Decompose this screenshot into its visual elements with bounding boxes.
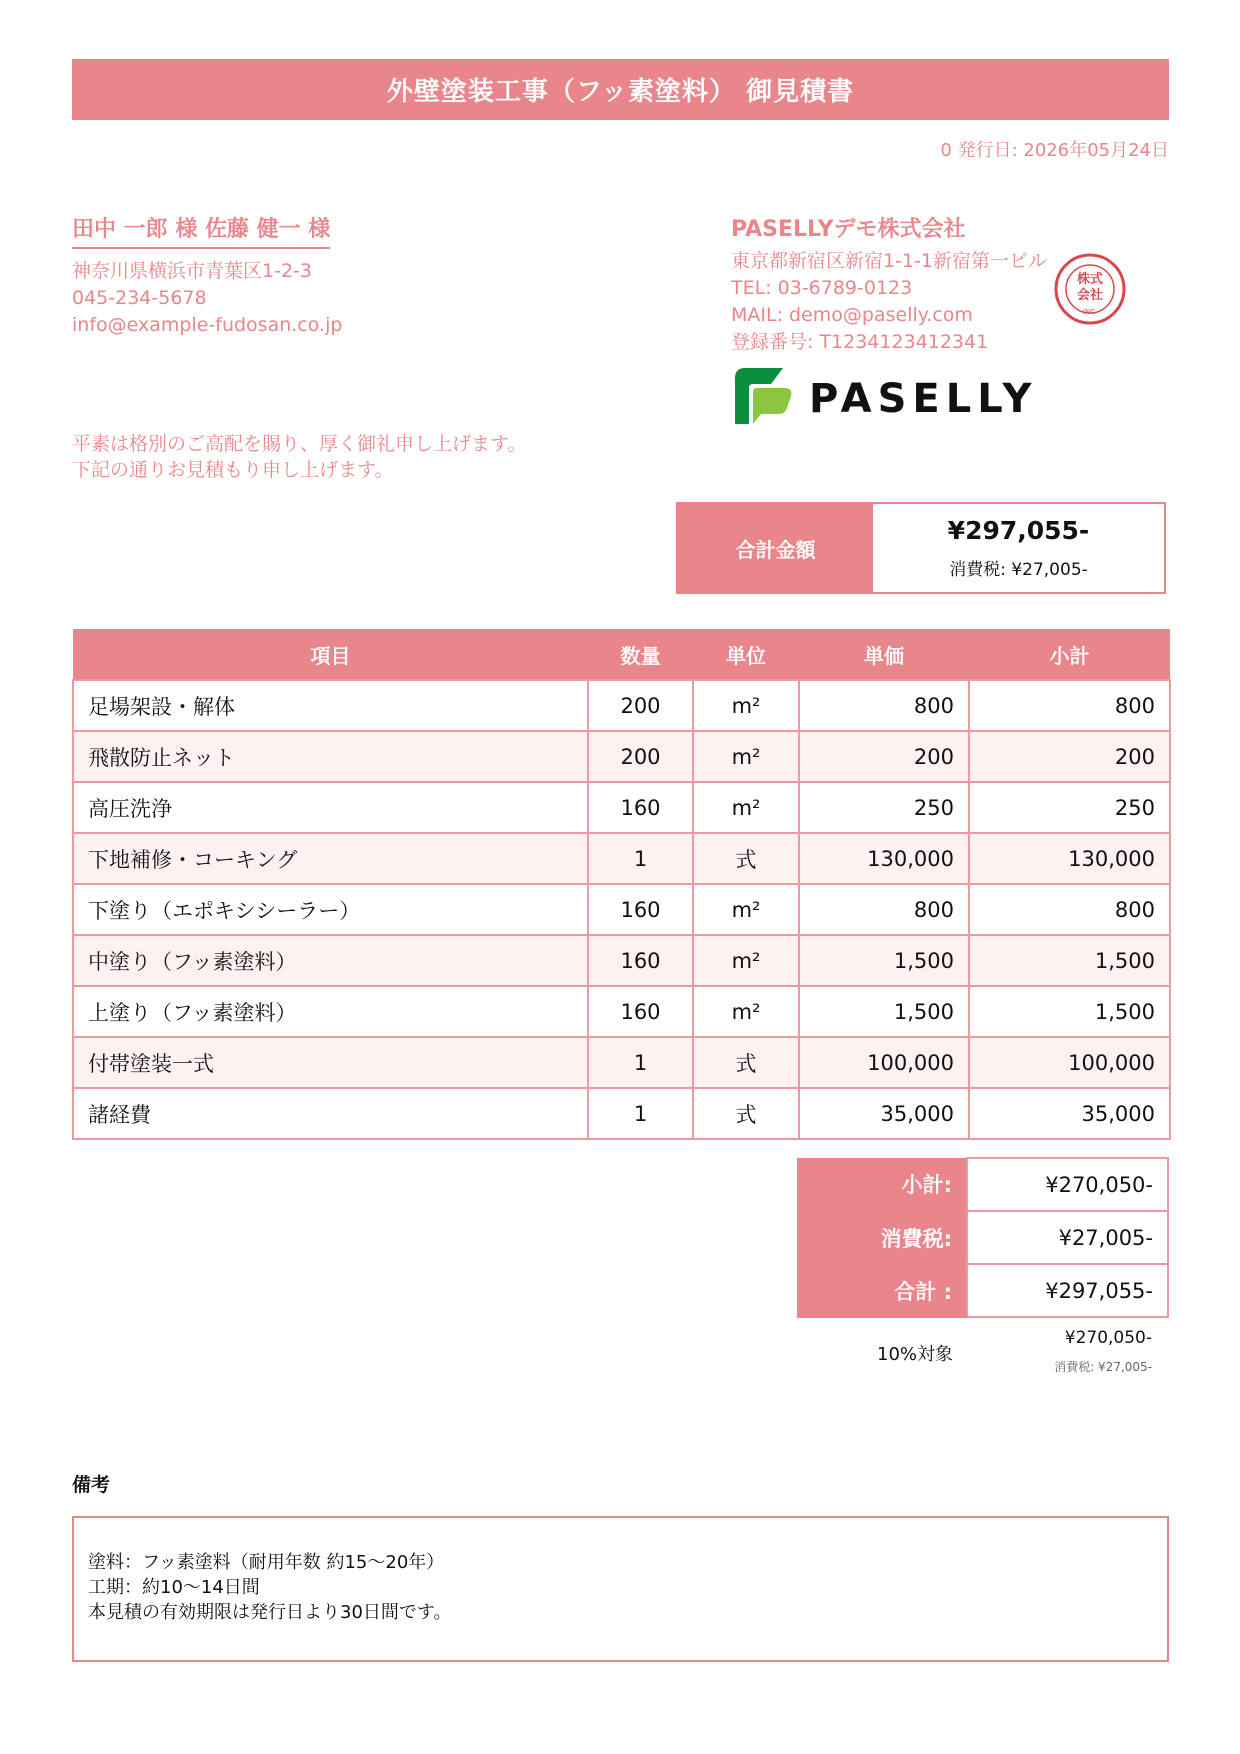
notes-heading: 備考 bbox=[72, 1474, 111, 1496]
company-tel: TEL: 03-6789-0123 bbox=[731, 277, 913, 299]
estimate-items-table bbox=[72, 629, 1171, 1140]
summary-subtotal-value: ¥270,050- bbox=[967, 1158, 1168, 1211]
row-subtotal: 800 bbox=[969, 680, 1170, 731]
row-price: 800 bbox=[799, 884, 969, 935]
row-unit: m² bbox=[693, 782, 799, 833]
row-item: 下地補修・コーキング bbox=[73, 833, 588, 884]
client-address: 神奈川県横浜市青葉区1-2-3 bbox=[72, 260, 312, 282]
table-row bbox=[73, 731, 1170, 782]
row-item: 上塗り（フッ素塗料） bbox=[73, 986, 588, 1037]
svg-text:会社: 会社 bbox=[1076, 288, 1104, 303]
row-subtotal: 35,000 bbox=[969, 1088, 1170, 1139]
row-item: 諸経費 bbox=[73, 1088, 588, 1139]
svg-text:INC.: INC. bbox=[1082, 308, 1098, 316]
greeting-line-2: 下記の通りお見積もり申し上げます。 bbox=[72, 459, 394, 481]
row-qty: 160 bbox=[588, 782, 693, 833]
row-subtotal: 200 bbox=[969, 731, 1170, 782]
row-item: 中塗り（フッ素塗料） bbox=[73, 935, 588, 986]
row-qty: 200 bbox=[588, 731, 693, 782]
row-unit: m² bbox=[693, 680, 799, 731]
paselly-logo-icon bbox=[731, 362, 1061, 432]
row-subtotal: 100,000 bbox=[969, 1037, 1170, 1088]
tax-base-amount: ¥270,050- bbox=[1064, 1328, 1152, 1348]
table-header-row bbox=[73, 629, 1170, 680]
row-item: 下塗り（エポキシシーラー） bbox=[73, 884, 588, 935]
header-subtotal: 小計 bbox=[969, 629, 1170, 680]
svg-text:株式: 株式 bbox=[1076, 272, 1104, 287]
summary-total-row bbox=[797, 1264, 1168, 1317]
summary-total-label: 合計 : bbox=[797, 1264, 967, 1317]
table-row bbox=[73, 782, 1170, 833]
row-qty: 1 bbox=[588, 1037, 693, 1088]
table-row bbox=[73, 1037, 1170, 1088]
summary-tax-row bbox=[797, 1211, 1168, 1264]
row-item: 高圧洗浄 bbox=[73, 782, 588, 833]
client-tel: 045-234-5678 bbox=[72, 287, 207, 309]
total-amount-value: ¥297,055- bbox=[947, 516, 1090, 545]
row-subtotal: 130,000 bbox=[969, 833, 1170, 884]
row-price: 1,500 bbox=[799, 935, 969, 986]
total-amount-tax: 消費税: ¥27,005- bbox=[949, 560, 1088, 580]
row-qty: 160 bbox=[588, 986, 693, 1037]
tax-rate-target: 10%対象 bbox=[877, 1344, 954, 1365]
note-line: 工期：約10〜14日間 bbox=[88, 1577, 260, 1598]
table-row bbox=[73, 833, 1170, 884]
row-qty: 1 bbox=[588, 1088, 693, 1139]
summary-total-value: ¥297,055- bbox=[967, 1264, 1168, 1317]
row-subtotal: 1,500 bbox=[969, 986, 1170, 1037]
header-unit: 単位 bbox=[693, 629, 799, 680]
row-unit: 式 bbox=[693, 1037, 799, 1088]
tax-breakdown-tax: 消費税: ¥27,005- bbox=[1054, 1360, 1152, 1374]
row-price: 130,000 bbox=[799, 833, 969, 884]
logo-wordmark: PASELLY bbox=[809, 376, 1038, 422]
summary-tax-label: 消費税: bbox=[797, 1211, 967, 1264]
note-line: 塗料：フッ素塗料（耐用年数 約15〜20年） bbox=[88, 1552, 445, 1573]
row-price: 1,500 bbox=[799, 986, 969, 1037]
table-row bbox=[73, 884, 1170, 935]
row-subtotal: 250 bbox=[969, 782, 1170, 833]
summary-table bbox=[797, 1157, 1169, 1318]
document-title: 外壁塗装工事（フッ素塗料） 御見積書 bbox=[72, 59, 1169, 120]
company-name: PASELLYデモ株式会社 bbox=[731, 217, 966, 242]
row-price: 35,000 bbox=[799, 1088, 969, 1139]
row-subtotal: 800 bbox=[969, 884, 1170, 935]
table-row bbox=[73, 935, 1170, 986]
issue-date: 0 発行日: 2026年05月24日 bbox=[940, 140, 1169, 161]
company-mail: MAIL: demo@paselly.com bbox=[731, 304, 973, 326]
summary-subtotal-row bbox=[797, 1158, 1168, 1211]
company-seal-icon bbox=[1046, 237, 1126, 341]
row-unit: 式 bbox=[693, 833, 799, 884]
row-subtotal: 1,500 bbox=[969, 935, 1170, 986]
row-item: 付帯塗装一式 bbox=[73, 1037, 588, 1088]
row-price: 100,000 bbox=[799, 1037, 969, 1088]
note-line: 本見積の有効期限は発行日より30日間です。 bbox=[88, 1602, 452, 1623]
header-qty: 数量 bbox=[588, 629, 693, 680]
total-amount-values bbox=[873, 504, 1164, 592]
table-row bbox=[73, 986, 1170, 1037]
greeting-line-1: 平素は格別のご高配を賜り、厚く御礼申し上げます。 bbox=[72, 433, 527, 455]
company-registration: 登録番号: T1234123412341 bbox=[731, 331, 989, 353]
row-qty: 200 bbox=[588, 680, 693, 731]
row-price: 200 bbox=[799, 731, 969, 782]
row-unit: 式 bbox=[693, 1088, 799, 1139]
total-amount-box bbox=[676, 502, 1166, 594]
row-price: 250 bbox=[799, 782, 969, 833]
summary-subtotal-label: 小計: bbox=[797, 1158, 967, 1211]
row-unit: m² bbox=[693, 935, 799, 986]
row-item: 足場架設・解体 bbox=[73, 680, 588, 731]
row-qty: 160 bbox=[588, 884, 693, 935]
total-amount-label: 合計金額 bbox=[678, 504, 873, 592]
row-qty: 1 bbox=[588, 833, 693, 884]
row-unit: m² bbox=[693, 884, 799, 935]
summary-tax-value: ¥27,005- bbox=[967, 1211, 1168, 1264]
table-row bbox=[73, 1088, 1170, 1139]
header-price: 単価 bbox=[799, 629, 969, 680]
row-price: 800 bbox=[799, 680, 969, 731]
notes-box bbox=[72, 1516, 1169, 1662]
row-item: 飛散防止ネット bbox=[73, 731, 588, 782]
company-address: 東京都新宿区新宿1-1-1新宿第一ビル bbox=[731, 250, 1047, 272]
row-unit: m² bbox=[693, 986, 799, 1037]
client-name: 田中 一郎 様 佐藤 健一 様 bbox=[72, 212, 330, 249]
row-unit: m² bbox=[693, 731, 799, 782]
table-row bbox=[73, 680, 1170, 731]
header-item: 項目 bbox=[73, 629, 588, 680]
row-qty: 160 bbox=[588, 935, 693, 986]
client-email: info@example-fudosan.co.jp bbox=[72, 314, 343, 336]
